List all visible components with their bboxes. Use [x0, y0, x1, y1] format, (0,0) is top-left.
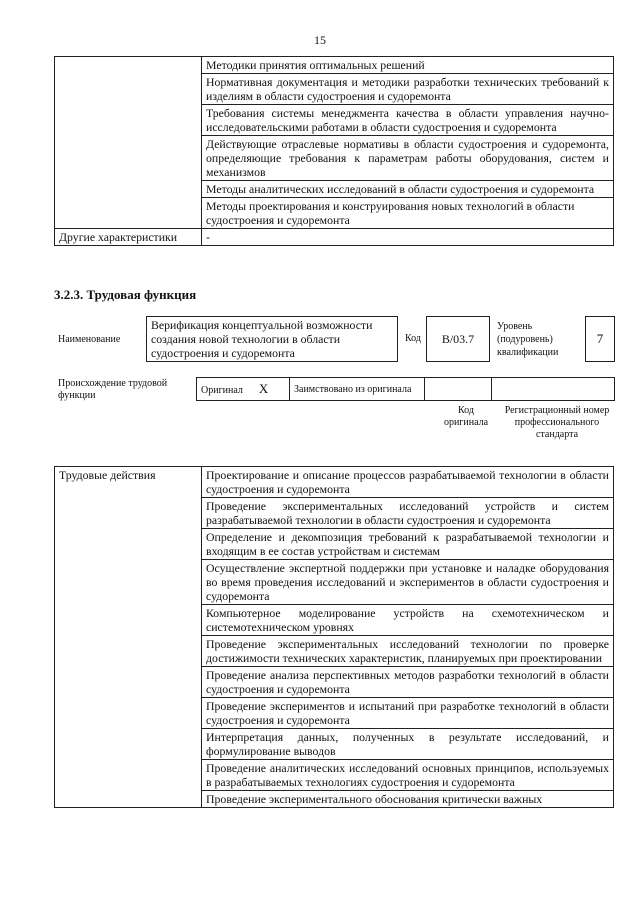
section-title: 3.2.3. Трудовая функция: [54, 287, 197, 302]
function-name-box: Верификация концептуальной возможности создания новой технологии в области судостроения и судоремонта: [146, 316, 398, 362]
origin-original-label: Оригинал: [201, 385, 243, 396]
table-row: [55, 57, 614, 74]
function-code-box: В/03.7: [426, 316, 490, 362]
table-cell: Определение и декомпозиция требований к разрабатываемой технологии и входящим в ее состав устройствам и системам: [202, 529, 614, 560]
reg-number-label: Регистрационный номер профессионального стандарта: [504, 405, 610, 440]
qualification-level-box: 7: [585, 316, 615, 362]
origin-borrowed-cell: Заимствовано из оригинала: [290, 378, 425, 401]
table-cell: Методики принятия оптимальных решений: [202, 57, 614, 74]
table-cell: Требования системы менеджмента качества в области управления научно-исследовательскими работами в области судостроения и судоремонта: [202, 105, 614, 136]
work-actions-table: [54, 466, 614, 808]
table-cell: Интерпретация данных, полученных в результате исследований, и формулирование выводов: [202, 729, 614, 760]
origin-mark: X: [258, 381, 269, 396]
table-cell: Проведение экспериментального обоснования критически важных: [202, 791, 614, 808]
knowledge-table: [54, 56, 614, 246]
table-row: [197, 378, 615, 401]
code-label: Код: [405, 333, 421, 344]
qualification-level-label: [497, 320, 558, 359]
table-cell: Нормативная документация и методики разработки технических требований к изделиям в области судостроения и судоремонта: [202, 74, 614, 105]
table-cell: Компьютерное моделирование устройств на схемотехническом и системотехническом уровнях: [202, 605, 614, 636]
level-label-line: квалификации: [497, 347, 559, 358]
table-row: [55, 467, 614, 498]
page-number: 15: [314, 33, 326, 47]
table-cell: Проектирование и описание процессов разрабатываемой технологии в области судостроения и судоремонта: [202, 467, 614, 498]
table-cell: Проведение аналитических исследований основных принципов, используемых в разрабатываемых технологиях судостроения и судоремонта: [202, 760, 614, 791]
table-cell: Проведение экспериментов и испытаний при разработке технологий в области судостроения и судоремонта: [202, 698, 614, 729]
work-actions-label: Трудовые действия: [55, 467, 202, 808]
table-cell: Проведение экспериментальных исследований устройств и систем разрабатываемой технологии в области судостроения и судоремонта: [202, 498, 614, 529]
origin-label: Происхождение трудовой функции: [58, 378, 168, 401]
origin-table: [196, 377, 615, 401]
origin-original-cell: [197, 378, 290, 401]
origin-reg-cell: [492, 378, 615, 401]
name-label: Наименование: [58, 334, 121, 345]
table-cell: Осуществление экспертной поддержки при установке и наладке оборудования во время проведения исследований и экспериментов в области судостроения и судоремонта: [202, 560, 614, 605]
code-original-label: Код оригинала: [443, 405, 489, 428]
origin-code-cell: [425, 378, 492, 401]
table-cell: Проведение экспериментальных исследований технологии по проверке достижимости технических характеристик, планируемых при проектировании: [202, 636, 614, 667]
level-label-line: Уровень: [497, 321, 533, 332]
table-cell-empty: [55, 57, 202, 229]
table-cell: Действующие отраслевые нормативы в области судостроения и судоремонта, определяющие требования к параметрам работы оборудования, систем и механизмов: [202, 136, 614, 181]
table-row: [55, 229, 614, 246]
other-characteristics-label: Другие характеристики: [55, 229, 202, 246]
table-cell: Методы проектирования и конструирования новых технологий в области судостроения и судоремонта: [202, 198, 614, 229]
table-cell: Методы аналитических исследований в области судостроения и судоремонта: [202, 181, 614, 198]
level-label-line: (подуровень): [497, 334, 553, 345]
other-characteristics-value: -: [202, 229, 614, 246]
table-cell: Проведение анализа перспективных методов разработки технологий в области судостроения и судоремонта: [202, 667, 614, 698]
